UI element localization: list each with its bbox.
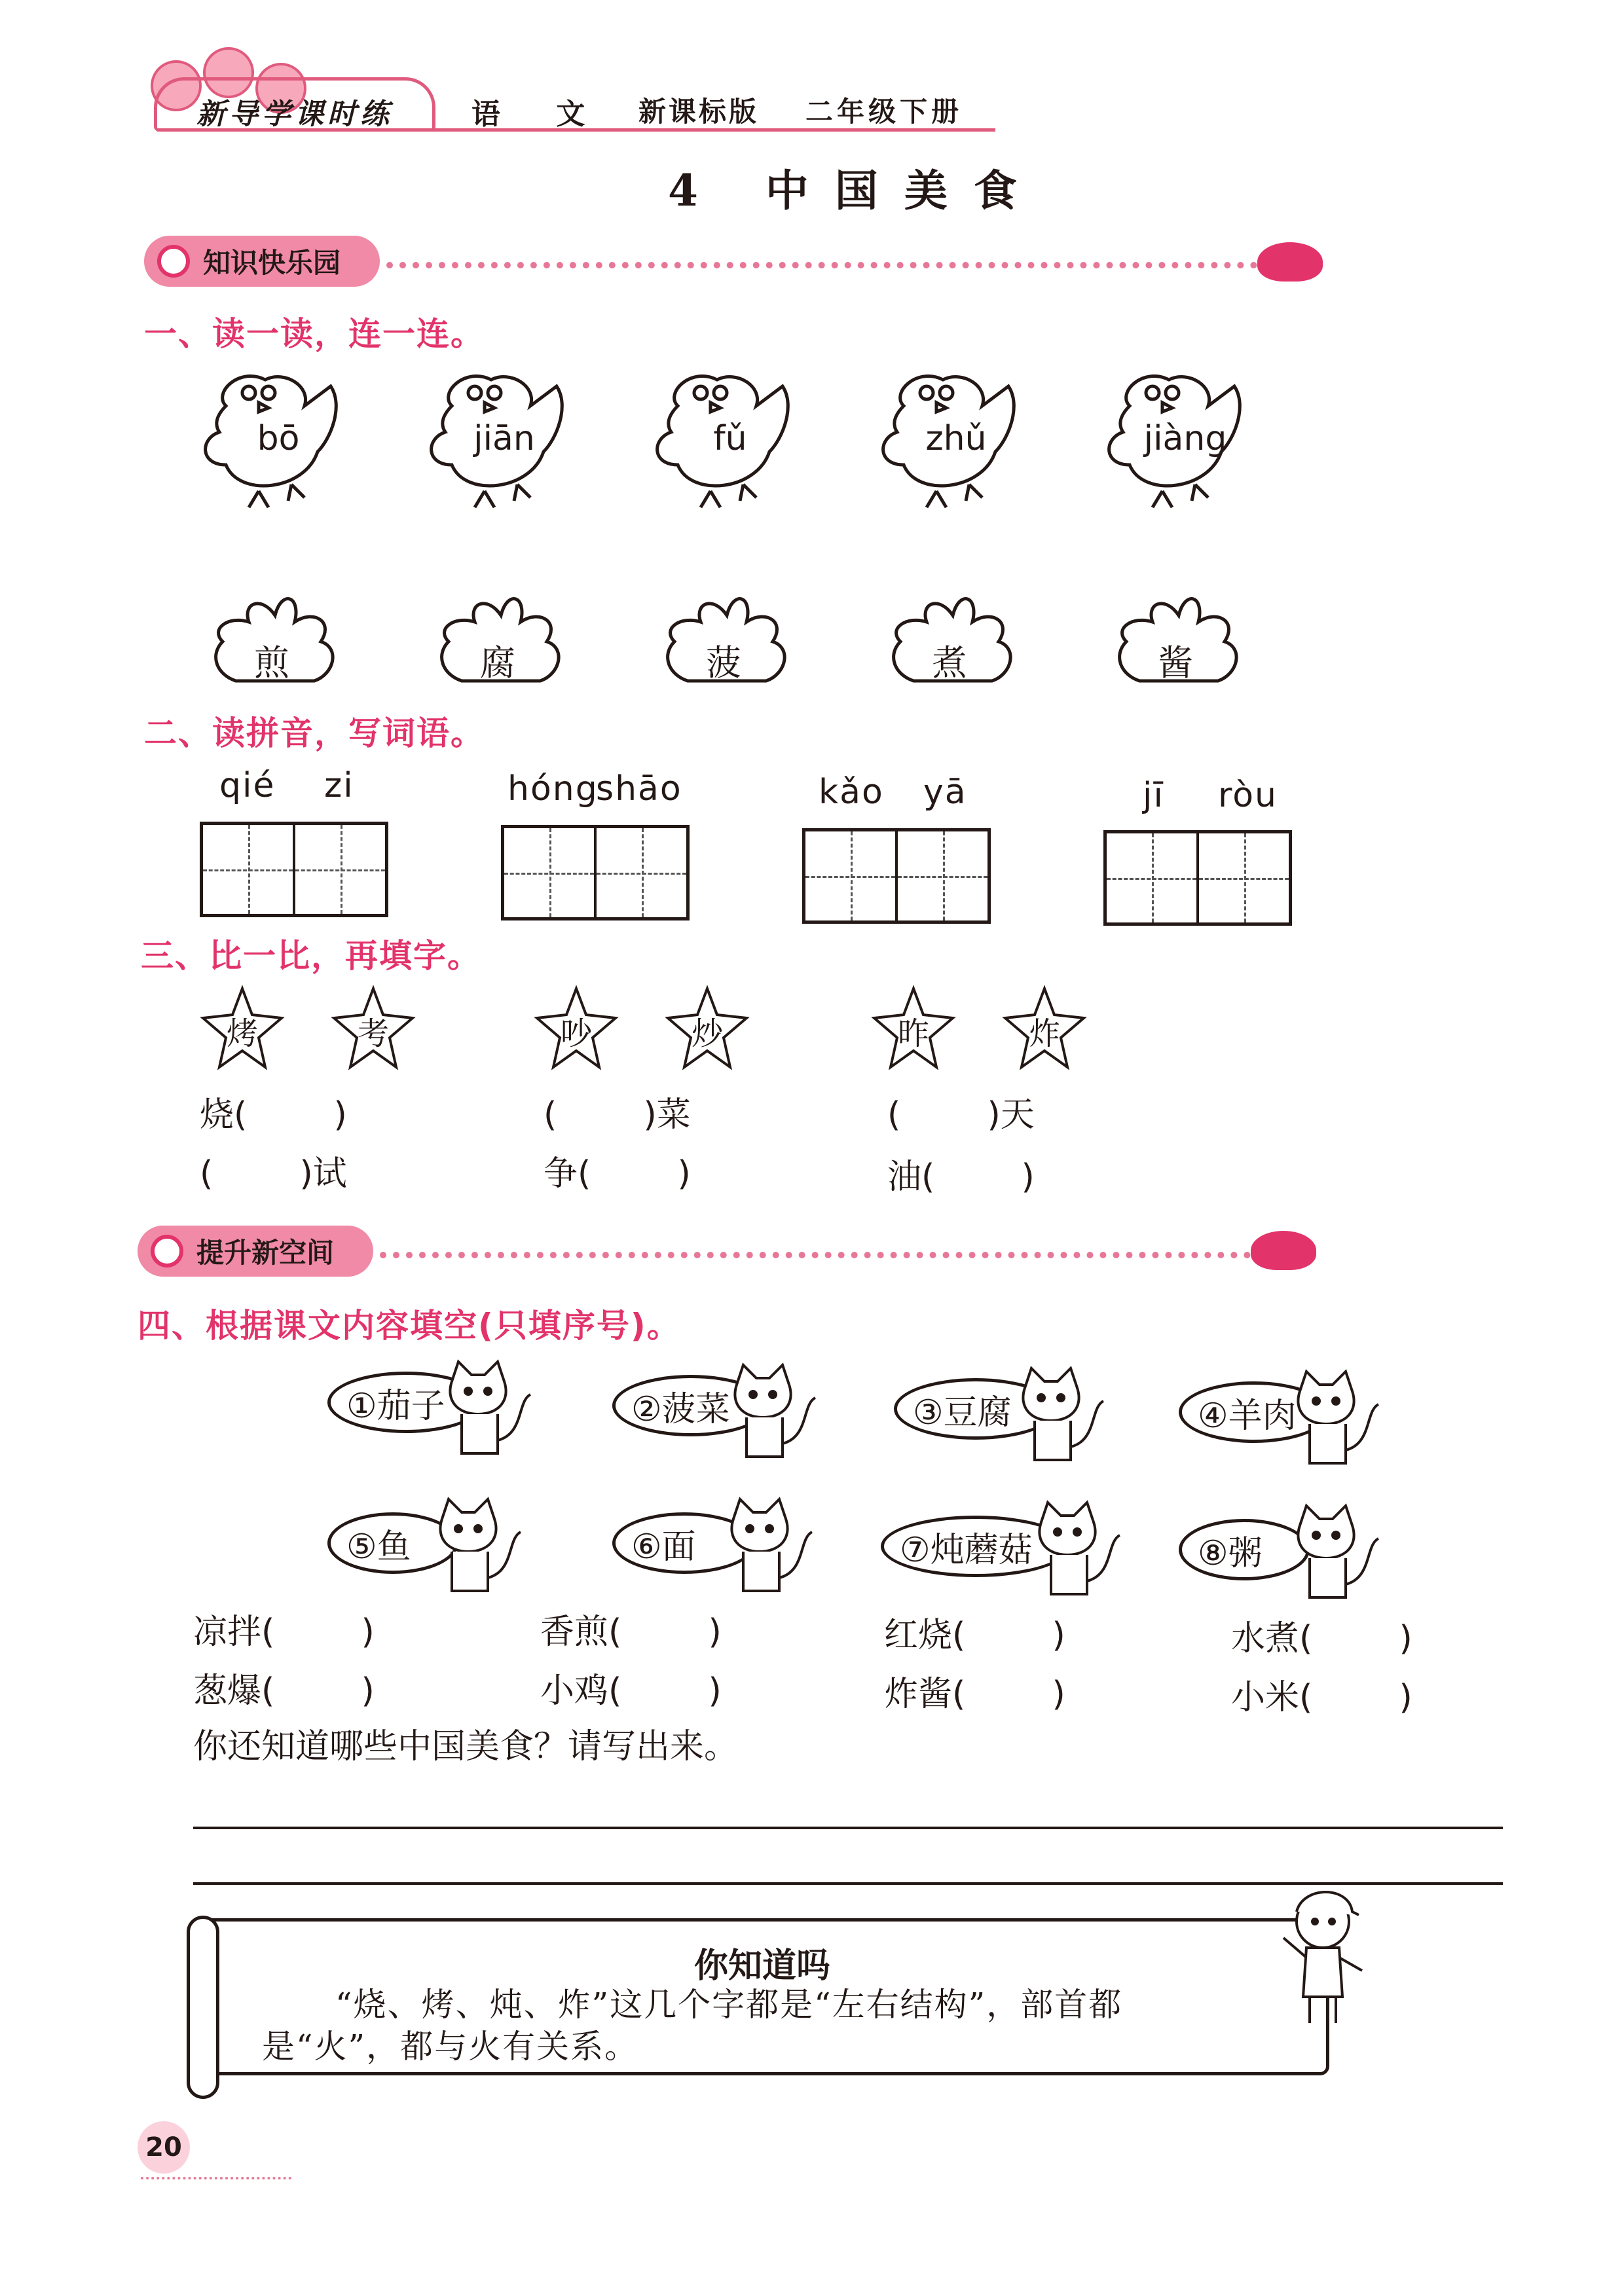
- writing-grid[interactable]: [1103, 830, 1292, 926]
- fill-blank[interactable]: 小鸡( ): [540, 1671, 722, 1711]
- pinyin-label: jī: [1143, 776, 1164, 815]
- star-character: 吵: [560, 1015, 592, 1052]
- option-oval: ⑥面: [612, 1512, 756, 1574]
- bird-pinyin: bō: [257, 419, 300, 458]
- leaf-character: 煮: [932, 642, 967, 683]
- did-you-know-title: 你知道吗: [694, 1946, 831, 1986]
- leaf-character: 腐: [480, 642, 515, 683]
- pinyin-label: yā: [923, 773, 967, 812]
- bird-pinyin: jiàng: [1143, 419, 1227, 458]
- writing-grid[interactable]: [501, 825, 690, 920]
- pinyin-label: hóng: [507, 769, 599, 809]
- leaf-character: 煎: [254, 642, 289, 683]
- fill-blank[interactable]: 小米( ): [1231, 1678, 1412, 1717]
- bird-pinyin: fǔ: [713, 419, 747, 458]
- question-3-heading: 三、比一比，再填字。: [141, 937, 481, 975]
- fill-blank[interactable]: 争( ): [544, 1154, 691, 1194]
- fill-blank[interactable]: 炸酱( ): [884, 1675, 1065, 1714]
- header-subject: 语 文: [471, 98, 585, 131]
- leaf-character: 酱: [1158, 642, 1193, 683]
- cat-icon: [1023, 1368, 1103, 1460]
- bird-pinyin: jiān: [473, 419, 535, 458]
- cat-icon: [440, 1499, 521, 1591]
- cat-icon: [1039, 1503, 1120, 1594]
- star-character: 炒: [691, 1015, 723, 1052]
- cat-icon: [1298, 1372, 1378, 1463]
- option-oval: ⑦炖蘑菇: [881, 1516, 1071, 1577]
- lesson-title: 4 中国美食: [668, 165, 1043, 216]
- banner-dot-icon: [151, 1235, 183, 1267]
- answer-line[interactable]: [193, 1882, 1503, 1885]
- leaf-character: 菠: [706, 642, 741, 683]
- section-title: 提升新空间: [196, 1237, 335, 1269]
- cat-icon: [731, 1499, 812, 1591]
- q1-birds-svg: [0, 0, 1624, 720]
- fill-blank[interactable]: ( )菜: [544, 1095, 691, 1135]
- section-title: 知识快乐园: [203, 247, 341, 279]
- option-oval: ③豆腐: [894, 1378, 1058, 1440]
- footer-dotted-line: [141, 2177, 291, 2179]
- section-banner-2: [138, 1226, 373, 1277]
- fill-blank[interactable]: 凉拌( ): [193, 1613, 375, 1652]
- open-question: 你还知道哪些中国美食？请写出来。: [193, 1727, 739, 1766]
- question-4-heading: 四、根据课文内容填空(只填序号)。: [138, 1307, 681, 1345]
- star-character: 炸: [1028, 1015, 1060, 1052]
- fill-blank[interactable]: ( )天: [887, 1095, 1035, 1135]
- answer-line[interactable]: [193, 1827, 1503, 1829]
- fill-blank[interactable]: 油( ): [887, 1157, 1035, 1197]
- header-grade: 二年级下册: [805, 96, 963, 128]
- pinyin-label: ròu: [1218, 776, 1278, 815]
- option-oval: ⑤鱼: [327, 1512, 458, 1574]
- fill-blank[interactable]: 水煮( ): [1231, 1619, 1412, 1658]
- star-character: 昨: [897, 1015, 929, 1052]
- bird-pinyin: zhǔ: [925, 419, 987, 458]
- star-character: 烤: [226, 1015, 258, 1052]
- writing-grid[interactable]: [802, 828, 991, 924]
- did-you-know-text: “烧、烤、炖、炸”这几个字都是“左右结构”，部首都是“火”，都与火有关系。: [262, 1986, 1123, 2066]
- star-character: 考: [357, 1015, 389, 1052]
- page-number: 20: [138, 2121, 190, 2174]
- frog-icon: [1251, 1231, 1316, 1270]
- pinyin-label: qié: [219, 766, 276, 805]
- fill-blank[interactable]: 葱爆( ): [193, 1671, 375, 1711]
- cat-icons-svg: [0, 1349, 1624, 1611]
- option-oval: ⑧粥: [1179, 1519, 1310, 1580]
- writing-grid[interactable]: [200, 822, 388, 917]
- question-1-heading: 一、读一读，连一连。: [144, 315, 485, 353]
- cat-icon: [735, 1365, 815, 1457]
- fill-blank[interactable]: 香煎( ): [540, 1613, 722, 1652]
- boy-icon: [1277, 1886, 1369, 2030]
- question-2-heading: 二、读拼音，写词语。: [144, 714, 485, 752]
- cat-icon: [1298, 1506, 1378, 1597]
- fill-blank[interactable]: 红烧( ): [884, 1616, 1065, 1655]
- cat-icon: [450, 1362, 530, 1453]
- option-oval: ④羊肉: [1179, 1381, 1329, 1443]
- scroll-roll: [187, 1916, 219, 2099]
- pinyin-label: zi: [324, 766, 354, 805]
- option-oval: ②菠菜: [612, 1375, 769, 1436]
- fill-blank[interactable]: 烧( ): [200, 1095, 347, 1135]
- pinyin-label: kǎo: [819, 773, 884, 812]
- pinyin-label: shāo: [596, 769, 682, 809]
- header-edition: 新课标版: [638, 96, 760, 128]
- option-oval: ①茄子: [327, 1372, 485, 1433]
- fill-blank[interactable]: ( )试: [200, 1154, 347, 1194]
- dotted-divider: [380, 1252, 1251, 1258]
- header-brand: 新导学课时练: [196, 98, 393, 131]
